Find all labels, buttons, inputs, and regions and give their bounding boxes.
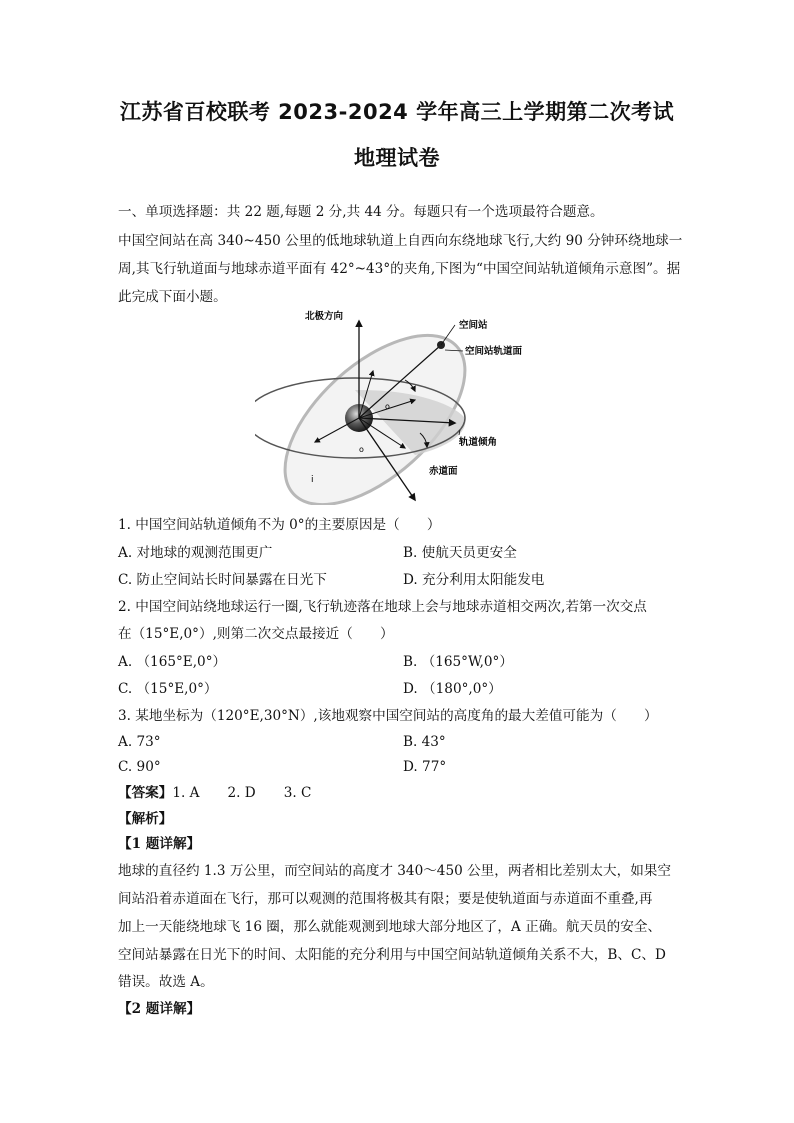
section-heading: 一、单项选择题：共 22 题,每题 2 分,共 44 分。每题只有一个选项最符合题意。: [118, 204, 604, 220]
exam-subtitle: 地理试卷: [354, 146, 440, 170]
orbit-inclination-diagram: [255, 305, 545, 505]
label-o2: o: [359, 445, 364, 454]
analysis-label: 【解析】: [118, 811, 173, 827]
q1-option-b: B. 使航天员更安全: [403, 545, 517, 561]
q1-analysis-line: 间站沿着赤道面在飞行，那可以观测的范围将极其有限；要是使轨道面与赤道面不重叠,再: [118, 891, 653, 907]
q1-analysis-line: 空间站暴露在日光下的时间、太阳能的充分利用与中国空间站轨道倾角关系不大，B、C、D: [118, 947, 666, 963]
label-i: i: [311, 475, 314, 485]
intro-line-3: 此完成下面小题。: [118, 289, 227, 305]
q2-option-d: D. （180°,0°）: [403, 681, 502, 697]
q2-option-b: B. （165°W,0°）: [403, 654, 513, 670]
q1-analysis-line: 加上一天能绕地球飞 16 圈，那么就能观测到地球大部分地区了，A 正确。航天员的安全、: [118, 919, 662, 935]
intro-line-1: 中国空间站在高 340~450 公里的低地球轨道上自西向东绕地球飞行,大约 90 分钟环绕地球一: [118, 233, 683, 249]
q2-stem-line-1: 2. 中国空间站绕地球运行一圈,飞行轨迹落在地球上会与地球赤道相交两次,若第一次交点: [118, 599, 647, 615]
exam-title: 江苏省百校联考 2023-2024 学年高三上学期第二次考试: [119, 100, 675, 124]
answer-item: 1. A: [172, 785, 200, 801]
q2-option-a: A. （165°E,0°）: [118, 654, 227, 670]
q1-analysis-line: 地球的直径约 1.3 万公里，而空间站的高度才 340～450 公里，两者相比差别太大，如果空: [118, 863, 671, 879]
q3-option-b: B. 43°: [403, 734, 446, 750]
label-orbit-plane: 空间站轨道面: [465, 346, 523, 357]
q3-stem: 3. 某地坐标为（120°E,30°N）,该地观察中国空间站的高度角的最大差值可能为（ ）: [118, 708, 658, 724]
q2-stem-line-2: 在（15°E,0°）,则第二次交点最接近（ ）: [118, 626, 394, 642]
label-o1: o: [385, 402, 390, 411]
label-equator-plane: 赤道面: [429, 466, 458, 477]
q3-option-d: D. 77°: [403, 759, 447, 775]
answer-item: 3. C: [283, 785, 312, 801]
label-north: 北极方向: [305, 311, 344, 322]
label-station: 空间站: [459, 320, 488, 331]
q1-option-a: A. 对地球的观测范围更广: [118, 545, 273, 561]
q1-stem: 1. 中国空间站轨道倾角不为 0°的主要原因是（ ）: [118, 517, 441, 533]
answer-row: [118, 784, 678, 802]
q3-option-a: A. 73°: [118, 734, 161, 750]
q1-analysis-label: 【1 题详解】: [118, 836, 201, 852]
answer-item: 2. D: [227, 785, 256, 801]
answer-label: 【答案】: [118, 785, 173, 801]
q1-option-d: D. 充分利用太阳能发电: [403, 572, 545, 588]
q2-option-c: C. （15°E,0°）: [118, 681, 218, 697]
label-inclination: 轨道倾角: [459, 437, 498, 448]
q1-analysis-line: 错误。故选 A。: [118, 974, 214, 990]
q2-analysis-label: 【2 题详解】: [118, 1001, 201, 1017]
q1-option-c: C. 防止空间站长时间暴露在日光下: [118, 572, 327, 588]
intro-line-2: 周,其飞行轨道面与地球赤道平面有 42°~43°的夹角,下图为“中国空间站轨道倾角示意图”。据: [118, 261, 681, 277]
q3-option-c: C. 90°: [118, 759, 161, 775]
